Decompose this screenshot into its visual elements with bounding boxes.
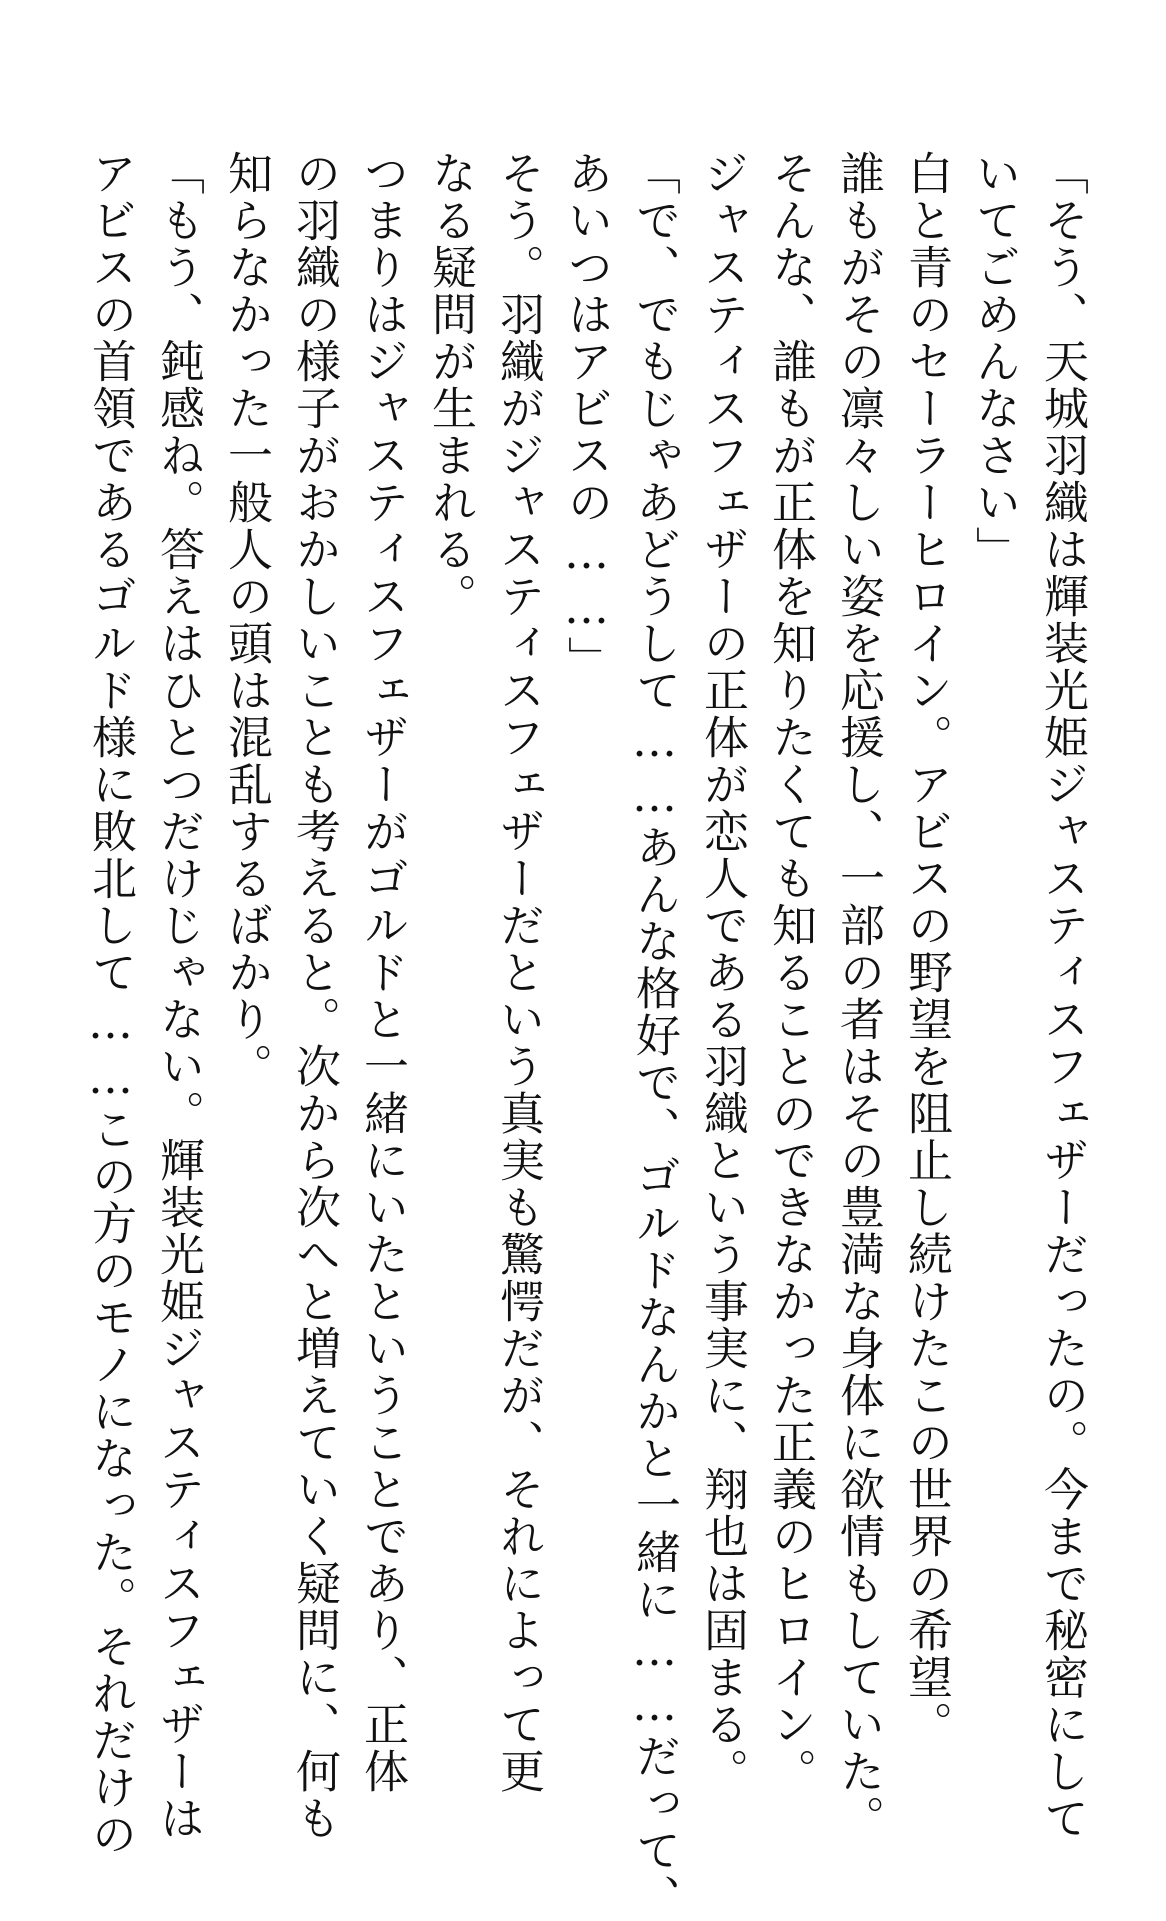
- text-line: 「で、でもじゃあどうして……あんな格好で、ゴルドなんかと一緒に……だって、: [628, 150, 681, 1921]
- text-line: アビスの首領であるゴルド様に敗北して……この方のモノになった。それだけの: [84, 150, 137, 1858]
- text-line: 「もう、鈍感ね。答えはひとつだけじゃない。輝装光姫ジャスティスフェザーは: [152, 150, 205, 1842]
- text-line: の羽織の様子がおかしいことも考えると。次から次へと増えていく疑問に、何も: [288, 150, 341, 1842]
- text-line: そう。羽織がジャスティスフェザーだという真実も驚愕だが、それによって更: [492, 150, 545, 1795]
- text-line: いてごめんなさい」: [968, 150, 1021, 573]
- text-line: あいつはアビスの……」: [560, 150, 613, 683]
- text-line: なる疑問が生まれる。: [424, 150, 477, 620]
- text-line: 白と青のセーラーヒロイン。アビスの野望を阻止し続けたこの世界の希望。: [900, 150, 953, 1748]
- text-line: そんな、誰もが正体を知りたくても知ることのできなかった正義のヒロイン。: [764, 150, 817, 1795]
- text-line: 誰もがその凛々しい姿を応援し、一部の者はその豊満な身体に欲情もしていた。: [832, 150, 885, 1842]
- text-line: ジャスティスフェザーの正体が恋人である羽織という事実に、翔也は固まる。: [696, 150, 749, 1795]
- text-line: 知らなかった一般人の頭は混乱するばかり。: [220, 150, 273, 1090]
- text-line: つまりはジャスティスフェザーがゴルドと一緒にいたということであり、正体: [356, 150, 409, 1795]
- text-line: 「そう、天城羽織は輝装光姫ジャスティスフェザーだったの。今まで秘密にして: [1036, 150, 1089, 1842]
- novel-text-block: [76, 150, 1096, 1921]
